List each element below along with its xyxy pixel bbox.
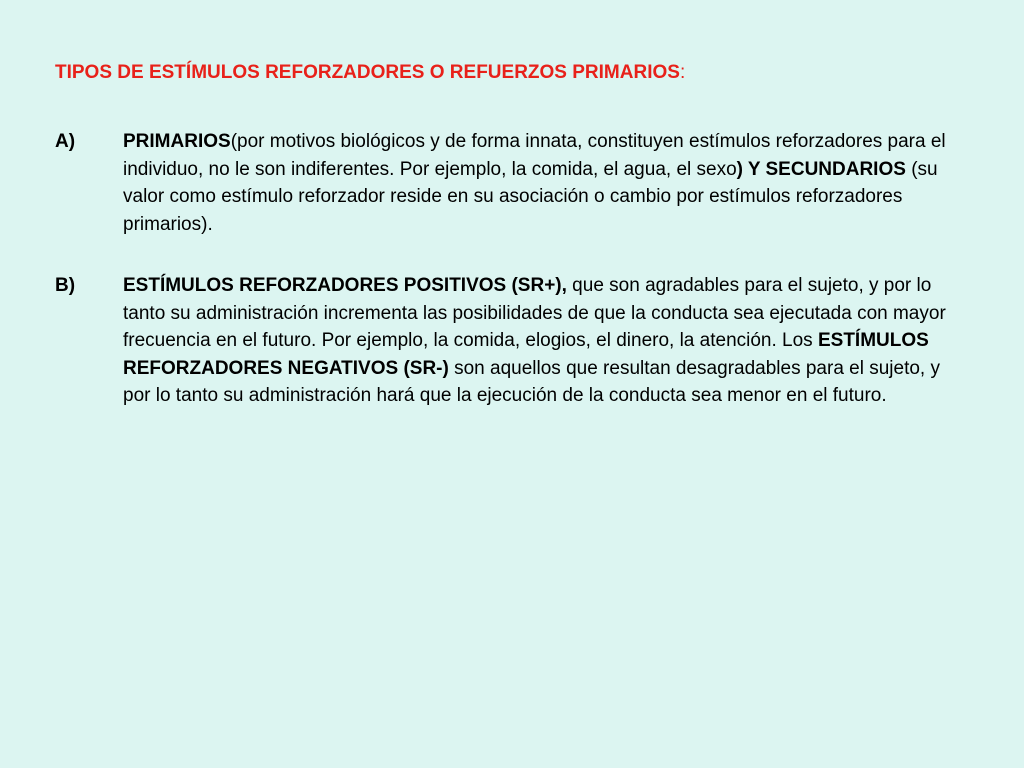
- slide-title-colon: :: [679, 62, 686, 83]
- text-segment: PRIMARIOS: [123, 131, 231, 152]
- list-item-b-text: [123, 272, 965, 410]
- slide-title-text: TIPOS DE ESTÍMULOS REFORZADORES O REFUERZOS PRIMARIOS: [55, 62, 680, 83]
- list-marker-b: B): [55, 275, 76, 296]
- text-segment: (su valor como estímulo reforzador reside en su asociación o cambio por estímulos reforzadores primarios).: [123, 158, 938, 235]
- text-segment: que son agradables para el sujeto, y por lo tanto su administración incrementa las posibilidades de que la conducta sea ejecutada con mayor frecuencia en el futuro. Por ejemplo, la comida, elogios, el dinero, la atención. Los: [123, 275, 946, 351]
- text-segment: ) Y SECUNDARIOS: [736, 158, 906, 180]
- list-item-a-text: [123, 128, 965, 238]
- list-item-b: [55, 272, 965, 410]
- text-segment: son aquellos que resultan desagradables para el sujeto, y por lo tanto su administración hará que la ejecución de la conducta sea menor en el futuro.: [123, 357, 940, 406]
- slide-title: [55, 62, 685, 84]
- text-segment: (por motivos biológicos y de forma innata, constituyen estímulos reforzadores para el individuo, no le son indiferentes. Por ejemplo, la comida, el agua, el sexo: [123, 131, 946, 180]
- text-segment: ESTÍMULOS REFORZADORES POSITIVOS (SR+),: [123, 275, 567, 296]
- list-marker-a: A): [55, 131, 76, 152]
- text-segment: ESTÍMULOS REFORZADORES NEGATIVOS (SR-): [123, 330, 929, 379]
- list-item-a: [55, 128, 965, 238]
